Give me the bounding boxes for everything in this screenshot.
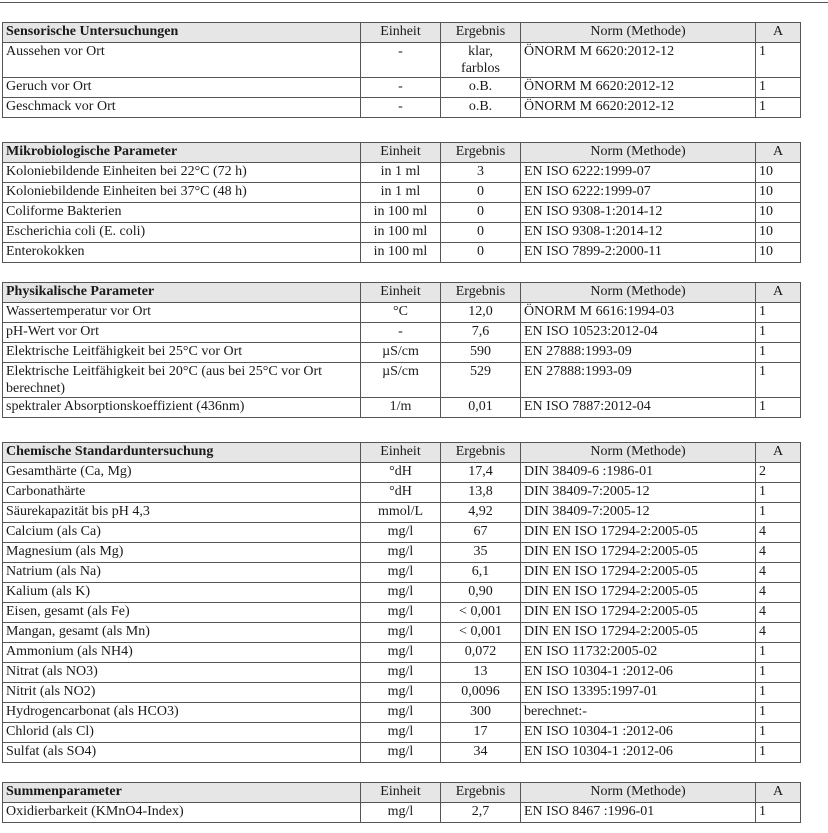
norm-method: EN ISO 9308-1:2014-12 <box>521 223 756 243</box>
unit-value: mg/l <box>361 583 441 603</box>
section-header-row <box>3 143 801 163</box>
a-value: 4 <box>756 523 801 543</box>
table-row <box>3 323 801 343</box>
section-table <box>2 22 801 118</box>
result-value: 300 <box>441 703 521 723</box>
norm-method: EN ISO 10304-1 :2012-06 <box>521 663 756 683</box>
section-title: Summenparameter <box>3 783 361 803</box>
a-value: 4 <box>756 623 801 643</box>
norm-method: EN ISO 9308-1:2014-12 <box>521 203 756 223</box>
result-value: 0 <box>441 203 521 223</box>
norm-method: EN ISO 10523:2012-04 <box>521 323 756 343</box>
table-row <box>3 303 801 323</box>
a-value: 1 <box>756 43 801 78</box>
norm-method: DIN EN ISO 17294-2:2005-05 <box>521 543 756 563</box>
unit-value: mg/l <box>361 603 441 623</box>
unit-value: - <box>361 98 441 118</box>
unit-value: mg/l <box>361 623 441 643</box>
section-title: Chemische Standarduntersuchung <box>3 443 361 463</box>
table-row <box>3 223 801 243</box>
norm-method: EN 27888:1993-09 <box>521 343 756 363</box>
a-value: 10 <box>756 223 801 243</box>
result-value: 0,01 <box>441 398 521 418</box>
parameter-name: Nitrat (als NO3) <box>3 663 361 683</box>
norm-method: EN ISO 6222:1999-07 <box>521 183 756 203</box>
table-row <box>3 483 801 503</box>
a-value: 1 <box>756 663 801 683</box>
norm-method: ÖNORM M 6620:2012-12 <box>521 98 756 118</box>
unit-value: in 1 ml <box>361 163 441 183</box>
norm-method: DIN 38409-7:2005-12 <box>521 483 756 503</box>
norm-method: DIN EN ISO 17294-2:2005-05 <box>521 623 756 643</box>
table-row <box>3 203 801 223</box>
column-header-a: A <box>756 783 801 803</box>
parameter-name: Elektrische Leitfähigkeit bei 20°C (aus bei 25°C vor Ort berechnet) <box>3 363 361 398</box>
a-value: 4 <box>756 583 801 603</box>
section-table <box>2 782 801 823</box>
parameter-name: Enterokokken <box>3 243 361 263</box>
table-row <box>3 743 801 763</box>
result-value: 0 <box>441 243 521 263</box>
result-value: 17,4 <box>441 463 521 483</box>
section-table <box>2 282 801 418</box>
table-row <box>3 523 801 543</box>
a-value: 1 <box>756 343 801 363</box>
parameter-name: Geschmack vor Ort <box>3 98 361 118</box>
table-row <box>3 98 801 118</box>
section-header-row <box>3 443 801 463</box>
table-row <box>3 663 801 683</box>
parameter-name: Oxidierbarkeit (KMnO4-Index) <box>3 803 361 823</box>
result-value: o.B. <box>441 78 521 98</box>
table-row <box>3 543 801 563</box>
section-header-row <box>3 23 801 43</box>
norm-method: EN ISO 6222:1999-07 <box>521 163 756 183</box>
norm-method: EN ISO 7899-2:2000-11 <box>521 243 756 263</box>
result-value: 4,92 <box>441 503 521 523</box>
norm-method: berechnet:- <box>521 703 756 723</box>
table-row <box>3 563 801 583</box>
unit-value: mg/l <box>361 803 441 823</box>
column-header-ergebnis: Ergebnis <box>441 143 521 163</box>
result-value: 34 <box>441 743 521 763</box>
section-table <box>2 142 801 263</box>
result-value: 0,072 <box>441 643 521 663</box>
section-title: Sensorische Untersuchungen <box>3 23 361 43</box>
column-header-norm: Norm (Methode) <box>521 143 756 163</box>
unit-value: °C <box>361 303 441 323</box>
parameter-name: Mangan, gesamt (als Mn) <box>3 623 361 643</box>
result-value: 13 <box>441 663 521 683</box>
parameter-name: Gesamthärte (Ca, Mg) <box>3 463 361 483</box>
top-rule <box>0 2 828 3</box>
column-header-ergebnis: Ergebnis <box>441 783 521 803</box>
table-row <box>3 363 801 398</box>
table-row <box>3 703 801 723</box>
table-row <box>3 683 801 703</box>
column-header-a: A <box>756 143 801 163</box>
a-value: 1 <box>756 323 801 343</box>
column-header-norm: Norm (Methode) <box>521 283 756 303</box>
table-row <box>3 243 801 263</box>
parameter-name: Eisen, gesamt (als Fe) <box>3 603 361 623</box>
norm-method: EN ISO 13395:1997-01 <box>521 683 756 703</box>
a-value: 1 <box>756 363 801 398</box>
a-value: 1 <box>756 723 801 743</box>
unit-value: - <box>361 323 441 343</box>
column-header-norm: Norm (Methode) <box>521 23 756 43</box>
parameter-name: spektraler Absorptionskoeffizient (436nm) <box>3 398 361 418</box>
parameter-name: pH-Wert vor Ort <box>3 323 361 343</box>
a-value: 4 <box>756 603 801 623</box>
parameter-name: Geruch vor Ort <box>3 78 361 98</box>
a-value: 1 <box>756 398 801 418</box>
norm-method: ÖNORM M 6616:1994-03 <box>521 303 756 323</box>
norm-method: DIN EN ISO 17294-2:2005-05 <box>521 523 756 543</box>
result-value: < 0,001 <box>441 623 521 643</box>
table-row <box>3 723 801 743</box>
unit-value: µS/cm <box>361 343 441 363</box>
section-title: Mikrobiologische Parameter <box>3 143 361 163</box>
a-value: 1 <box>756 743 801 763</box>
unit-value: mg/l <box>361 643 441 663</box>
norm-method: EN ISO 8467 :1996-01 <box>521 803 756 823</box>
norm-method: DIN EN ISO 17294-2:2005-05 <box>521 603 756 623</box>
unit-value: mmol/L <box>361 503 441 523</box>
table-row <box>3 43 801 78</box>
column-header-einheit: Einheit <box>361 23 441 43</box>
a-value: 1 <box>756 683 801 703</box>
a-value: 10 <box>756 163 801 183</box>
parameter-name: Escherichia coli (E. coli) <box>3 223 361 243</box>
section-header-row <box>3 283 801 303</box>
result-value: 0,90 <box>441 583 521 603</box>
section-header-row <box>3 783 801 803</box>
column-header-ergebnis: Ergebnis <box>441 283 521 303</box>
table-row <box>3 643 801 663</box>
result-value: 13,8 <box>441 483 521 503</box>
result-value: 35 <box>441 543 521 563</box>
table-row <box>3 623 801 643</box>
table-row <box>3 583 801 603</box>
column-header-ergebnis: Ergebnis <box>441 443 521 463</box>
norm-method: ÖNORM M 6620:2012-12 <box>521 43 756 78</box>
column-header-ergebnis: Ergebnis <box>441 23 521 43</box>
result-value: < 0,001 <box>441 603 521 623</box>
a-value: 1 <box>756 98 801 118</box>
result-value: klar, farblos <box>441 43 521 78</box>
unit-value: mg/l <box>361 563 441 583</box>
unit-value: mg/l <box>361 663 441 683</box>
column-header-a: A <box>756 23 801 43</box>
parameter-name: Hydrogencarbonat (als HCO3) <box>3 703 361 723</box>
result-value: 12,0 <box>441 303 521 323</box>
column-header-norm: Norm (Methode) <box>521 783 756 803</box>
a-value: 1 <box>756 78 801 98</box>
section-table <box>2 442 801 763</box>
result-value: 67 <box>441 523 521 543</box>
unit-value: mg/l <box>361 523 441 543</box>
unit-value: mg/l <box>361 743 441 763</box>
unit-value: °dH <box>361 483 441 503</box>
norm-method: EN 27888:1993-09 <box>521 363 756 398</box>
table-row <box>3 803 801 823</box>
a-value: 1 <box>756 303 801 323</box>
table-row <box>3 463 801 483</box>
unit-value: in 100 ml <box>361 243 441 263</box>
result-value: 590 <box>441 343 521 363</box>
column-header-einheit: Einheit <box>361 143 441 163</box>
norm-method: ÖNORM M 6620:2012-12 <box>521 78 756 98</box>
parameter-name: Chlorid (als Cl) <box>3 723 361 743</box>
a-value: 1 <box>756 803 801 823</box>
table-row <box>3 183 801 203</box>
norm-method: EN ISO 10304-1 :2012-06 <box>521 743 756 763</box>
parameter-name: Carbonathärte <box>3 483 361 503</box>
unit-value: 1/m <box>361 398 441 418</box>
norm-method: DIN 38409-7:2005-12 <box>521 503 756 523</box>
table-row <box>3 78 801 98</box>
norm-method: DIN EN ISO 17294-2:2005-05 <box>521 563 756 583</box>
column-header-a: A <box>756 443 801 463</box>
unit-value: in 1 ml <box>361 183 441 203</box>
result-value: 0 <box>441 223 521 243</box>
a-value: 10 <box>756 183 801 203</box>
unit-value: °dH <box>361 463 441 483</box>
unit-value: mg/l <box>361 723 441 743</box>
table-row <box>3 603 801 623</box>
norm-method: EN ISO 11732:2005-02 <box>521 643 756 663</box>
parameter-name: Sulfat (als SO4) <box>3 743 361 763</box>
unit-value: µS/cm <box>361 363 441 398</box>
a-value: 10 <box>756 203 801 223</box>
parameter-name: Koloniebildende Einheiten bei 37°C (48 h) <box>3 183 361 203</box>
parameter-name: Wassertemperatur vor Ort <box>3 303 361 323</box>
unit-value: mg/l <box>361 683 441 703</box>
column-header-einheit: Einheit <box>361 783 441 803</box>
parameter-name: Nitrit (als NO2) <box>3 683 361 703</box>
parameter-name: Säurekapazität bis pH 4,3 <box>3 503 361 523</box>
section-title: Physikalische Parameter <box>3 283 361 303</box>
a-value: 4 <box>756 563 801 583</box>
parameter-name: Aussehen vor Ort <box>3 43 361 78</box>
column-header-einheit: Einheit <box>361 443 441 463</box>
unit-value: in 100 ml <box>361 223 441 243</box>
a-value: 4 <box>756 543 801 563</box>
parameter-name: Koloniebildende Einheiten bei 22°C (72 h) <box>3 163 361 183</box>
result-value: 3 <box>441 163 521 183</box>
result-value: 2,7 <box>441 803 521 823</box>
parameter-name: Ammonium (als NH4) <box>3 643 361 663</box>
result-value: 17 <box>441 723 521 743</box>
column-header-norm: Norm (Methode) <box>521 443 756 463</box>
parameter-name: Elektrische Leitfähigkeit bei 25°C vor Ort <box>3 343 361 363</box>
result-value: 7,6 <box>441 323 521 343</box>
column-header-einheit: Einheit <box>361 283 441 303</box>
a-value: 2 <box>756 463 801 483</box>
norm-method: EN ISO 7887:2012-04 <box>521 398 756 418</box>
table-row <box>3 398 801 418</box>
parameter-name: Kalium (als K) <box>3 583 361 603</box>
result-value: 0,0096 <box>441 683 521 703</box>
a-value: 1 <box>756 483 801 503</box>
unit-value: in 100 ml <box>361 203 441 223</box>
norm-method: EN ISO 10304-1 :2012-06 <box>521 723 756 743</box>
norm-method: DIN 38409-6 :1986-01 <box>521 463 756 483</box>
unit-value: mg/l <box>361 543 441 563</box>
table-row <box>3 343 801 363</box>
unit-value: - <box>361 78 441 98</box>
result-value: 529 <box>441 363 521 398</box>
a-value: 10 <box>756 243 801 263</box>
table-row <box>3 503 801 523</box>
a-value: 1 <box>756 643 801 663</box>
a-value: 1 <box>756 703 801 723</box>
table-row <box>3 163 801 183</box>
result-value: 0 <box>441 183 521 203</box>
unit-value: mg/l <box>361 703 441 723</box>
parameter-name: Magnesium (als Mg) <box>3 543 361 563</box>
result-value: o.B. <box>441 98 521 118</box>
unit-value: - <box>361 43 441 78</box>
parameter-name: Calcium (als Ca) <box>3 523 361 543</box>
a-value: 1 <box>756 503 801 523</box>
norm-method: DIN EN ISO 17294-2:2005-05 <box>521 583 756 603</box>
column-header-a: A <box>756 283 801 303</box>
parameter-name: Natrium (als Na) <box>3 563 361 583</box>
result-value: 6,1 <box>441 563 521 583</box>
parameter-name: Coliforme Bakterien <box>3 203 361 223</box>
